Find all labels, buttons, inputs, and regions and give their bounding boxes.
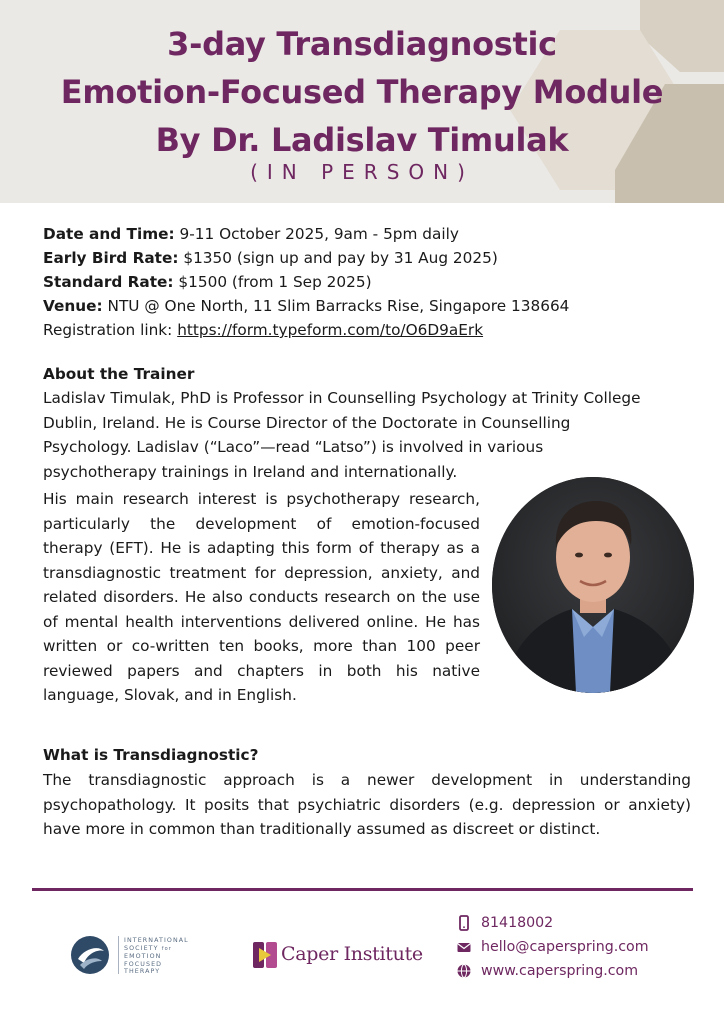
early-bird-row bbox=[43, 246, 693, 270]
about-intro bbox=[43, 386, 703, 484]
isefit-for: for bbox=[161, 945, 172, 952]
isefit-line: FOCUSED bbox=[124, 960, 163, 968]
standard-rate-label: Standard Rate: bbox=[43, 273, 174, 291]
page-title bbox=[0, 20, 724, 164]
title-line: Emotion-Focused Therapy Module bbox=[60, 73, 664, 111]
caper-logo-icon bbox=[253, 940, 279, 970]
email-address: hello@caperspring.com bbox=[481, 939, 649, 955]
globe-icon bbox=[456, 963, 472, 979]
venue-label: Venue: bbox=[43, 297, 103, 315]
event-details bbox=[43, 222, 693, 342]
phone-icon bbox=[456, 915, 472, 931]
transdiagnostic-heading: What is Transdiagnostic? bbox=[43, 746, 259, 764]
about-research: His main research interest is psychotherapy research, particularly the development of emotion-focused therapy (EFT). He is adapting this form of therapy as a transdiagnostic treatment for depression, anxiety, and related disorders. He also conducts research on the use of mental health interventions delivered online. He has written or co-written ten books, more than 100 peer reviewed papers and chapters in both his native language, Slovak, and in English. bbox=[43, 490, 480, 704]
title-line: By Dr. Ladislav Timulak bbox=[155, 121, 569, 159]
early-bird-label: Early Bird Rate: bbox=[43, 249, 179, 267]
caper-institute-name: Caper Institute bbox=[281, 943, 423, 965]
isefit-separator bbox=[118, 936, 119, 974]
isefit-line: INTERNATIONAL bbox=[124, 937, 189, 944]
registration-label: Registration link: bbox=[43, 321, 178, 339]
contact-info bbox=[456, 911, 649, 983]
phone-number: 81418002 bbox=[481, 915, 554, 931]
isefit-logo-icon bbox=[70, 935, 110, 975]
registration-link[interactable]: https://form.typeform.com/to/O6D9aErk bbox=[177, 321, 484, 339]
isefit-society: SOCIETY bbox=[124, 944, 159, 952]
isefit-line: EMOTION bbox=[124, 953, 162, 961]
venue-row bbox=[43, 294, 693, 318]
about-line: Psychology. Ladislav (“Laco”—read “Latso”) is involved in various bbox=[43, 438, 544, 456]
date-label: Date and Time: bbox=[43, 225, 175, 243]
transdiagnostic-text: The transdiagnostic approach is a newer development in understanding psychopathology. It posits that psychiatric disorders (e.g. depression or anxiety) have more in common than traditionally assumed as discreet or distinct. bbox=[43, 771, 691, 838]
venue-value: NTU @ One North, 11 Slim Barracks Rise, Singapore 138664 bbox=[102, 297, 570, 315]
isefit-line bbox=[124, 945, 189, 954]
email-row[interactable] bbox=[456, 935, 649, 959]
about-line: Dublin, Ireland. He is Course Director of the Doctorate in Counselling bbox=[43, 413, 571, 432]
mail-icon bbox=[456, 939, 472, 955]
website-url: www.caperspring.com bbox=[481, 963, 639, 979]
isefit-line: THERAPY bbox=[124, 968, 161, 976]
about-line: psychotherapy trainings in Ireland and internationally. bbox=[43, 462, 458, 481]
date-row bbox=[43, 222, 693, 246]
phone-row[interactable] bbox=[456, 911, 649, 935]
about-heading: About the Trainer bbox=[43, 365, 195, 383]
trainer-photo bbox=[492, 477, 694, 693]
subtitle: (IN PERSON) bbox=[250, 160, 474, 184]
footer-divider bbox=[32, 888, 693, 891]
portrait-illustration bbox=[492, 477, 694, 693]
date-value: 9-11 October 2025, 9am - 5pm daily bbox=[174, 225, 459, 243]
isefit-logo-text bbox=[124, 937, 189, 976]
standard-rate-value: $1500 (from 1 Sep 2025) bbox=[173, 273, 372, 291]
website-row[interactable] bbox=[456, 959, 649, 983]
about-line: Ladislav Timulak, PhD is Professor in Counselling Psychology at Trinity College bbox=[43, 389, 641, 407]
standard-rate-row bbox=[43, 270, 693, 294]
early-bird-value: $1350 (sign up and pay by 31 Aug 2025) bbox=[178, 249, 498, 267]
title-line: 3-day Transdiagnostic bbox=[167, 25, 557, 63]
registration-row bbox=[43, 318, 693, 342]
header-banner bbox=[0, 0, 724, 203]
